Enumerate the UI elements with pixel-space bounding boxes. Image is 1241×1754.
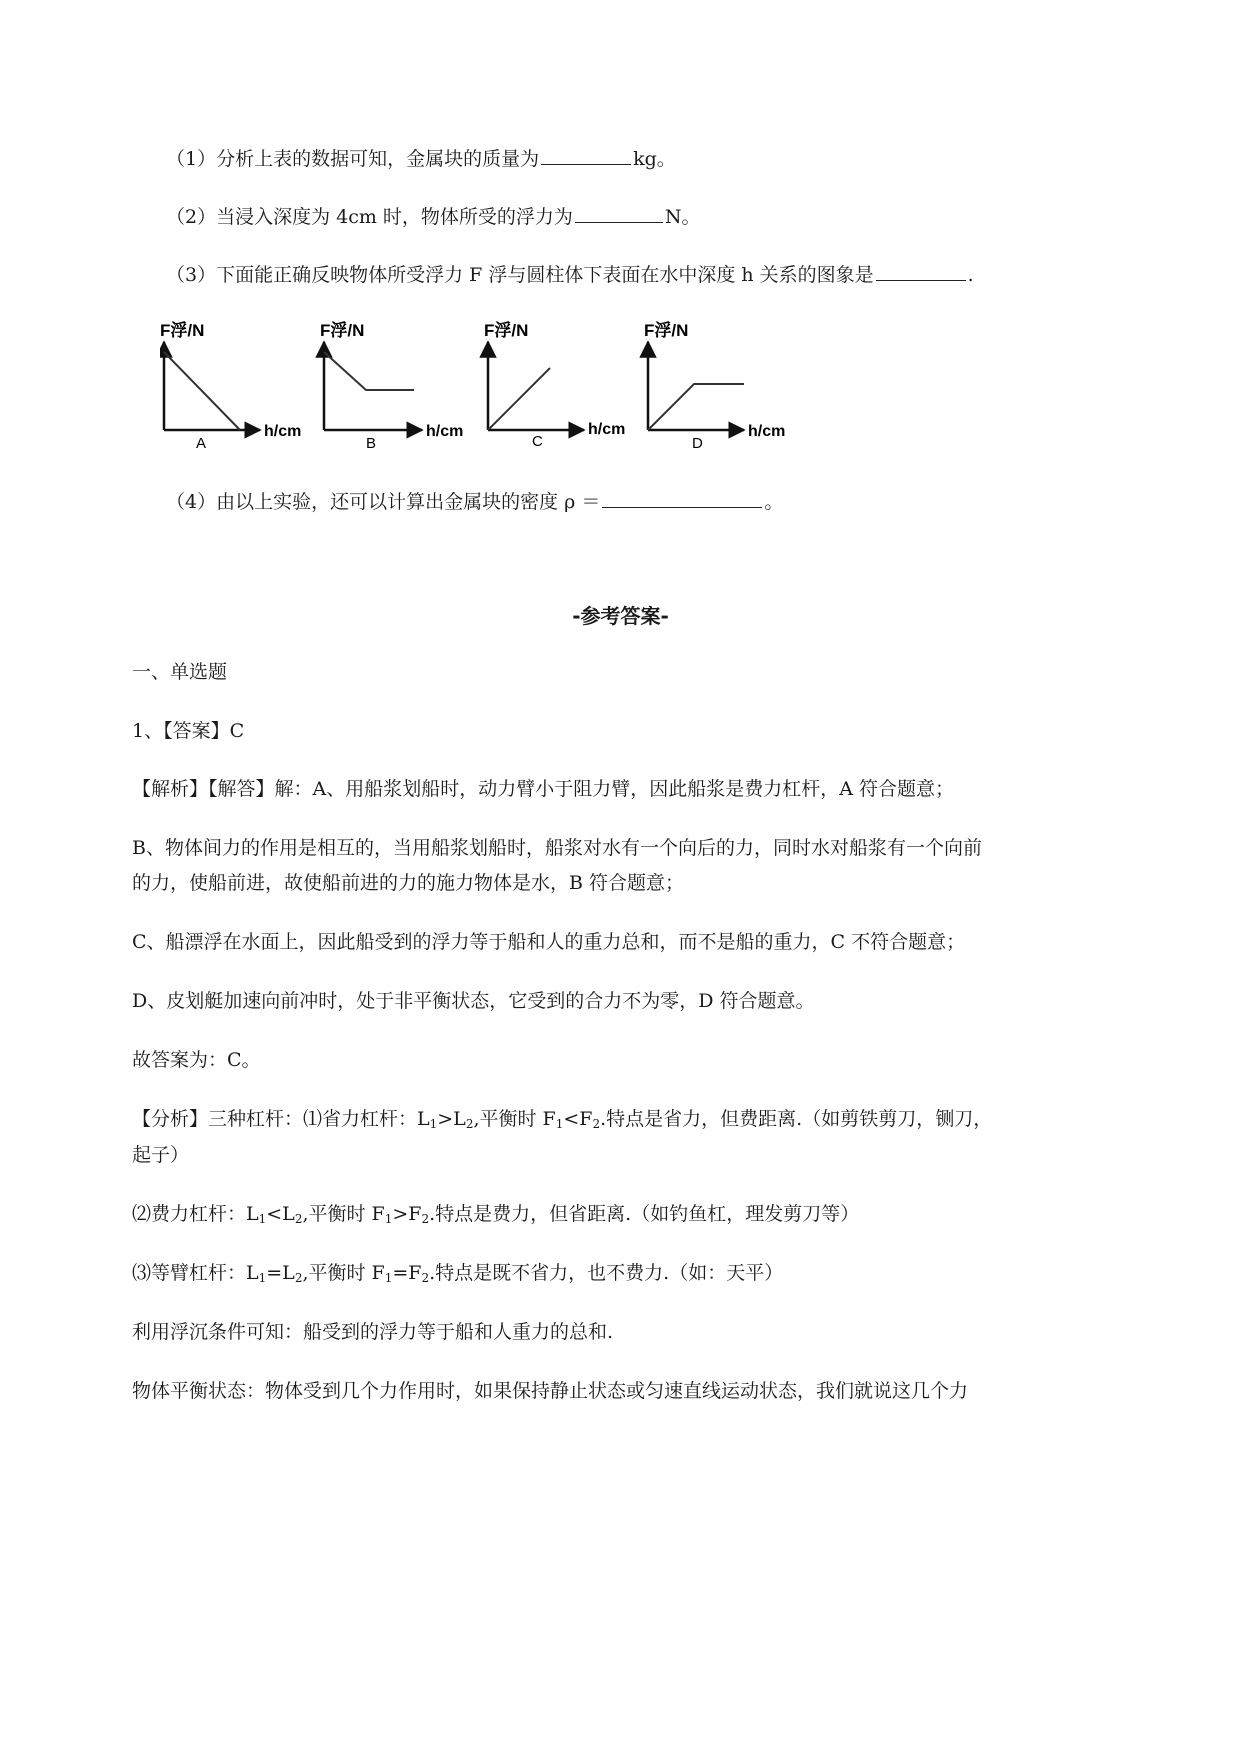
lever1-a: 【分析】三种杠杆：⑴省力杠杆：L [132,1108,430,1130]
answer-blank-1 [541,142,631,165]
lever-analysis-line1 [132,1105,992,1138]
lever2-a: ⑵费力杠杆：L [132,1203,259,1225]
graph-b-xlabel: h/cm [426,423,464,440]
question-3-end: . [967,264,974,286]
analysis-d: D、皮划艇加速向前冲时，处于非平衡状态，它受到的合力不为零，D 符合题意。 [132,990,815,1012]
lever2-d: >F [392,1203,422,1225]
lever2-c: ,平衡时 F [302,1203,385,1225]
subscript-2: 2 [592,1117,601,1131]
balance-state: 物体平衡状态：物体受到几个力作用时，如果保持静止状态或匀速直线运动状态，我们就说这几个力 [132,1380,969,1402]
lever-type-3 [132,1259,783,1292]
graph-d-option: D [692,435,703,452]
subscript-2: 2 [421,1212,430,1226]
lever2-e: .特点是费力，但省距离.（如钓鱼杠，理发剪刀等） [429,1203,860,1225]
analysis-b-line2: 的力，使船前进，故使船前进的力的施力物体是水，B 符合题意； [132,872,685,894]
subscript-2: 2 [294,1212,303,1226]
lever1-c: ,平衡时 F [473,1108,556,1130]
graph-b-option: B [366,435,377,452]
subscript-1: 1 [429,1117,438,1131]
subscript-2: 2 [421,1271,430,1285]
lever3-b: =L [266,1262,295,1284]
question-2 [166,200,701,231]
graph-a-ylabel: F浮/N [160,321,205,340]
lever-type-2 [132,1200,859,1233]
graph-c-xlabel: h/cm [588,421,626,438]
graph-options-figure [160,312,820,452]
question-2-unit: N。 [664,206,701,228]
question-1-text: （1）分析上表的数据可知，金属块的质量为 [166,148,540,170]
graph-b [320,320,463,452]
answer-blank-2 [575,200,663,223]
float-condition: 利用浮沉条件可知：船受到的浮力等于船和人重力的总和. [132,1321,614,1343]
subscript-1: 1 [258,1212,267,1226]
answers-title: -参考答案- [572,604,669,628]
lever3-e: .特点是既不省力，也不费力.（如：天平） [429,1262,784,1284]
question-4-end: 。 [764,491,784,513]
conclusion: 故答案为：C。 [132,1049,261,1071]
analysis-b-line1: B、物体间力的作用是相互的，当用船浆划船时，船浆对水有一个向后的力，同时水对船浆有一个向前 [132,837,982,859]
graph-d-ylabel: F浮/N [644,321,689,340]
subscript-1: 1 [555,1117,564,1131]
graph-c-option: C [532,433,543,450]
analysis-a: 【解析】【解答】解：A、用船浆划船时，动力臂小于阻力臂，因此船浆是费力杠杆，A 符合题意； [132,778,954,800]
lever-analysis-line2: 起子） [132,1144,190,1166]
graph-b-ylabel: F浮/N [320,321,365,340]
lever1-d: <F [563,1108,593,1130]
question-1 [166,142,676,173]
graph-a-option: A [196,435,207,452]
question-3-text: （3）下面能正确反映物体所受浮力 F 浮与圆柱体下表面在水中深度 h 关系的图象是 [166,264,874,286]
subscript-2: 2 [294,1271,303,1285]
answer-blank-4 [602,485,762,508]
graph-a [160,320,301,452]
question-2-text: （2）当浸入深度为 4cm 时，物体所受的浮力为 [166,206,573,228]
graph-c-ylabel: F浮/N [484,321,529,340]
section-heading: 一、单选题 [132,661,228,683]
graph-d-xlabel: h/cm [748,423,786,440]
answer-blank-3 [876,258,966,281]
question-1-unit: kg。 [633,148,676,170]
subscript-1: 1 [384,1271,393,1285]
subscript-1: 1 [384,1212,393,1226]
answer-1: 1、【答案】C [132,720,245,742]
question-4-text: （4）由以上实验，还可以计算出金属块的密度 ρ ＝ [166,491,601,513]
graph-c [484,320,625,450]
lever3-a: ⑶等臂杠杆：L [132,1262,259,1284]
lever3-c: ,平衡时 F [302,1262,385,1284]
lever3-d: =F [392,1262,422,1284]
lever2-b: <L [266,1203,295,1225]
question-4 [166,485,783,516]
graph-d [644,320,785,452]
subscript-1: 1 [258,1271,267,1285]
graph-a-xlabel: h/cm [264,423,302,440]
analysis-c: C、船漂浮在水面上，因此船受到的浮力等于船和人的重力总和，而不是船的重力，C 不符合题意； [132,931,966,953]
lever1-b: >L [437,1108,466,1130]
question-3 [166,258,974,289]
lever1-e: .特点是省力，但费距离.（如剪铁剪刀，铡刀， [600,1108,993,1130]
subscript-2: 2 [465,1117,474,1131]
